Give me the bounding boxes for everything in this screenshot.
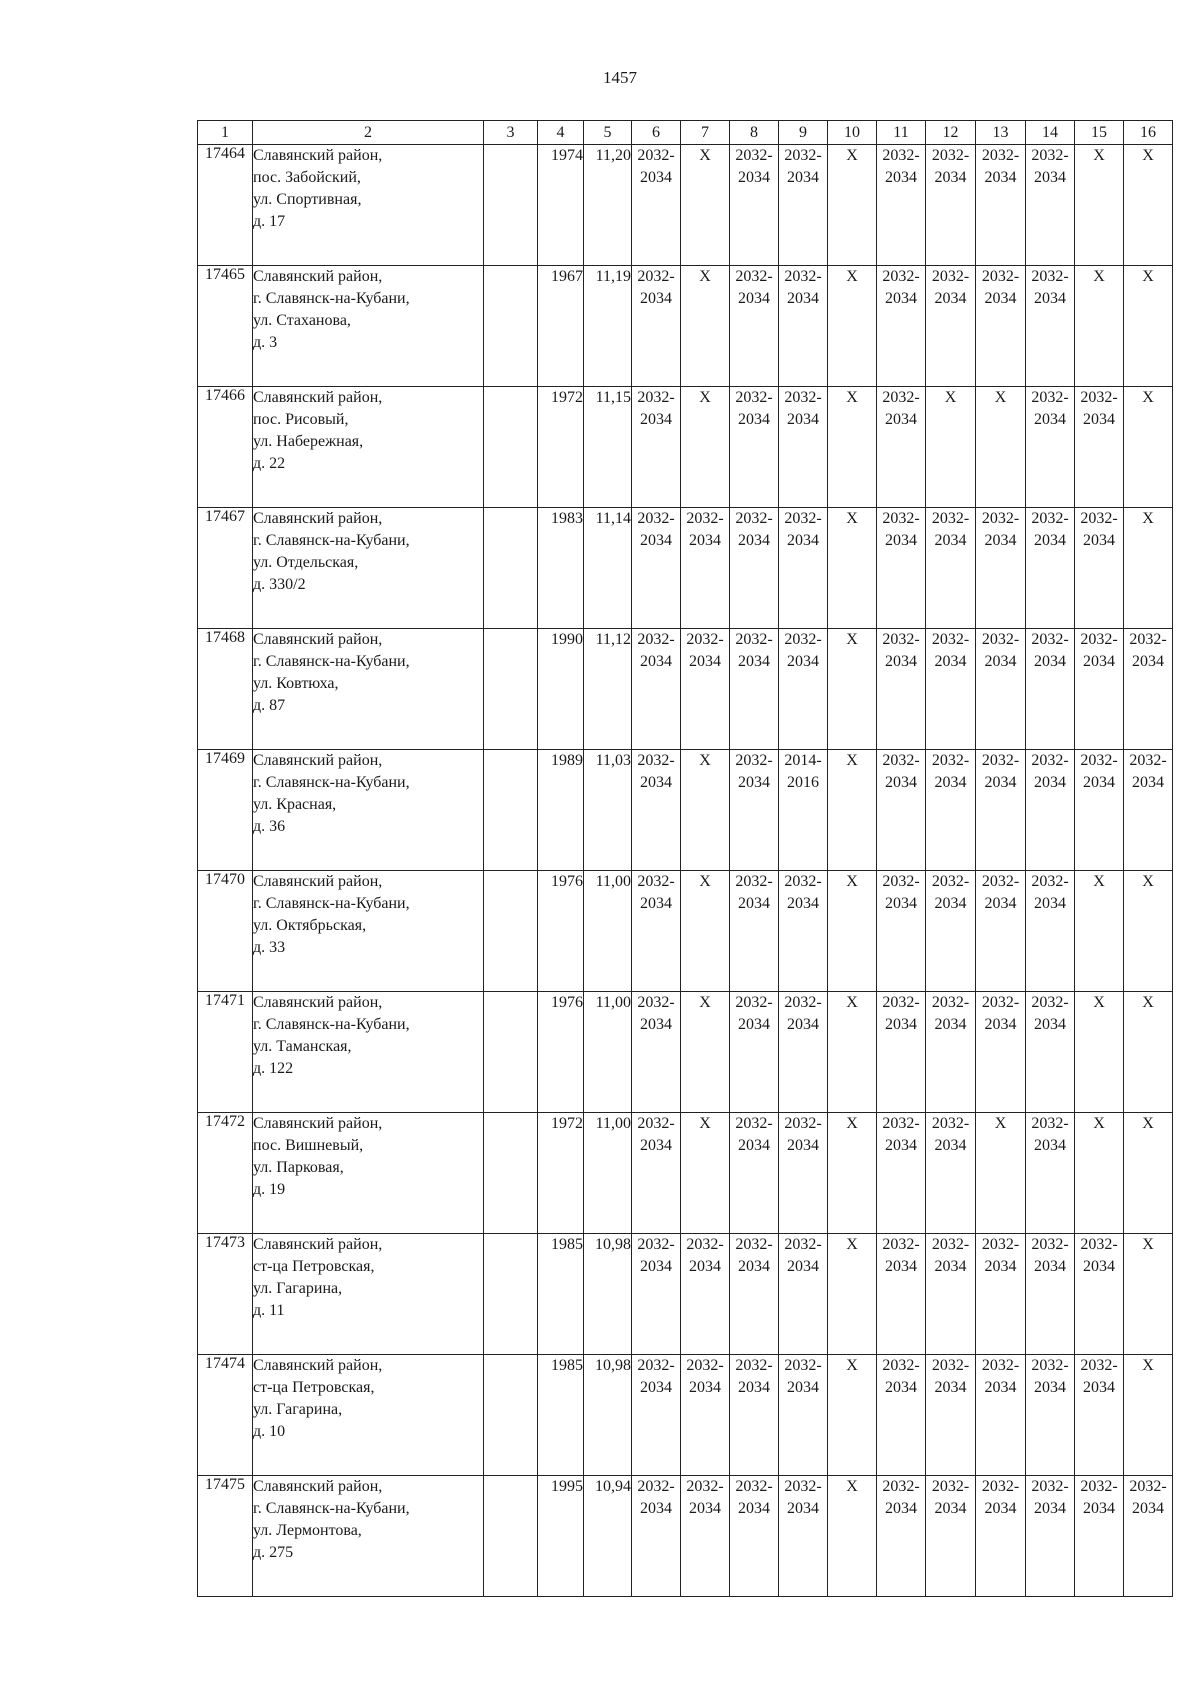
period-cell: 2032- 2034 xyxy=(1026,1476,1075,1597)
period-cell: 2032- 2034 xyxy=(877,1234,926,1355)
period-cell: 2032- 2034 xyxy=(1026,629,1075,750)
table-row xyxy=(198,992,1173,1113)
column-header: 5 xyxy=(584,121,632,145)
period-cell: 2032- 2034 xyxy=(877,508,926,629)
value-cell: 11,00 xyxy=(584,1113,632,1234)
period-cell: 2014- 2016 xyxy=(779,750,828,871)
period-cell: 2032- 2034 xyxy=(1075,508,1124,629)
address-line: Славянский район, xyxy=(253,1357,383,1374)
period-cell: 2032- 2034 xyxy=(681,1476,730,1597)
value-cell: 10,98 xyxy=(584,1355,632,1476)
row-number: 17469 xyxy=(198,750,253,871)
period-cell: Х xyxy=(1124,266,1173,387)
address-line: ул. Парковая, xyxy=(253,1159,344,1176)
period-cell: Х xyxy=(681,266,730,387)
period-cell: 2032- 2034 xyxy=(1124,1476,1173,1597)
row-number: 17475 xyxy=(198,1476,253,1597)
period-cell: 2032- 2034 xyxy=(632,1476,681,1597)
period-cell: Х xyxy=(926,387,976,508)
period-cell: Х xyxy=(681,145,730,266)
period-cell: Х xyxy=(828,750,877,871)
column-header: 10 xyxy=(828,121,877,145)
period-cell: 2032- 2034 xyxy=(1075,1476,1124,1597)
period-cell: 2032- 2034 xyxy=(926,750,976,871)
address-cell xyxy=(253,1234,484,1355)
address-line: Славянский район, xyxy=(253,389,383,406)
period-cell: 2032- 2034 xyxy=(877,1355,926,1476)
header-row xyxy=(198,121,1173,145)
address-line: Славянский район, xyxy=(253,510,383,527)
year-cell: 1983 xyxy=(538,508,584,629)
period-cell: Х xyxy=(1124,1234,1173,1355)
period-cell: 2032- 2034 xyxy=(1026,508,1075,629)
period-cell: 2032- 2034 xyxy=(779,145,828,266)
period-cell: 2032- 2034 xyxy=(976,750,1026,871)
address-line: пос. Вишневый, xyxy=(253,1137,364,1154)
period-cell: 2032- 2034 xyxy=(926,1476,976,1597)
table-row xyxy=(198,1234,1173,1355)
period-cell: 2032- 2034 xyxy=(730,1476,779,1597)
table-row xyxy=(198,629,1173,750)
year-cell: 1974 xyxy=(538,145,584,266)
value-cell: 11,20 xyxy=(584,145,632,266)
period-cell: Х xyxy=(1124,1113,1173,1234)
address-line: ул. Стаханова, xyxy=(253,312,351,329)
period-cell: Х xyxy=(828,1113,877,1234)
address-line: Славянский район, xyxy=(253,752,383,769)
period-cell: Х xyxy=(1075,145,1124,266)
period-cell: 2032- 2034 xyxy=(730,1355,779,1476)
period-cell: 2032- 2034 xyxy=(632,266,681,387)
period-cell: 2032- 2034 xyxy=(779,266,828,387)
period-cell: 2032- 2034 xyxy=(632,992,681,1113)
year-cell: 1995 xyxy=(538,1476,584,1597)
year-cell: 1976 xyxy=(538,871,584,992)
column-header: 7 xyxy=(681,121,730,145)
column-header: 8 xyxy=(730,121,779,145)
row-number: 17473 xyxy=(198,1234,253,1355)
period-cell: 2032- 2034 xyxy=(877,145,926,266)
empty-cell xyxy=(484,1113,538,1234)
address-cell xyxy=(253,508,484,629)
period-cell: 2032- 2034 xyxy=(779,1476,828,1597)
address-line: д. 87 xyxy=(253,697,286,714)
period-cell: 2032- 2034 xyxy=(632,629,681,750)
address-line: д. 11 xyxy=(253,1302,285,1319)
address-line: ул. Набережная, xyxy=(253,433,364,450)
year-cell: 1985 xyxy=(538,1234,584,1355)
value-cell: 11,14 xyxy=(584,508,632,629)
address-line: пос. Забойский, xyxy=(253,169,361,186)
table-row xyxy=(198,508,1173,629)
address-line: д. 275 xyxy=(253,1544,294,1561)
empty-cell xyxy=(484,145,538,266)
address-line: ул. Красная, xyxy=(253,796,337,813)
column-header: 9 xyxy=(779,121,828,145)
address-cell xyxy=(253,1476,484,1597)
address-cell xyxy=(253,266,484,387)
address-line: Славянский район, xyxy=(253,1236,383,1253)
address-line: д. 33 xyxy=(253,939,286,956)
period-cell: 2032- 2034 xyxy=(926,145,976,266)
empty-cell xyxy=(484,992,538,1113)
address-line: д. 3 xyxy=(253,334,278,351)
table-body xyxy=(198,145,1173,1597)
period-cell: 2032- 2034 xyxy=(1026,1234,1075,1355)
period-cell: Х xyxy=(828,1476,877,1597)
address-cell xyxy=(253,387,484,508)
address-line: Славянский район, xyxy=(253,1115,383,1132)
address-line: г. Славянск-на-Кубани, xyxy=(253,532,410,549)
address-line: ул. Отдельская, xyxy=(253,554,359,571)
address-cell xyxy=(253,1113,484,1234)
period-cell: 2032- 2034 xyxy=(730,871,779,992)
period-cell: 2032- 2034 xyxy=(730,508,779,629)
period-cell: 2032- 2034 xyxy=(1026,387,1075,508)
period-cell: 2032- 2034 xyxy=(779,629,828,750)
period-cell: 2032- 2034 xyxy=(730,1113,779,1234)
table-row xyxy=(198,1355,1173,1476)
address-cell xyxy=(253,145,484,266)
period-cell: 2032- 2034 xyxy=(730,145,779,266)
period-cell: Х xyxy=(828,1234,877,1355)
year-cell: 1967 xyxy=(538,266,584,387)
address-line: Славянский район, xyxy=(253,994,383,1011)
period-cell: Х xyxy=(828,992,877,1113)
address-line: г. Славянск-на-Кубани, xyxy=(253,1016,410,1033)
period-cell: 2032- 2034 xyxy=(730,387,779,508)
address-line: Славянский район, xyxy=(253,147,383,164)
value-cell: 11,00 xyxy=(584,871,632,992)
address-line: ул. Лермонтова, xyxy=(253,1522,362,1539)
column-header: 16 xyxy=(1124,121,1173,145)
period-cell: 2032- 2034 xyxy=(1026,145,1075,266)
period-cell: 2032- 2034 xyxy=(632,145,681,266)
column-header: 6 xyxy=(632,121,681,145)
column-header: 13 xyxy=(976,121,1026,145)
value-cell: 11,03 xyxy=(584,750,632,871)
column-header: 2 xyxy=(253,121,484,145)
address-line: ул. Гагарина, xyxy=(253,1280,343,1297)
empty-cell xyxy=(484,1234,538,1355)
year-cell: 1972 xyxy=(538,1113,584,1234)
row-number: 17464 xyxy=(198,145,253,266)
row-number: 17470 xyxy=(198,871,253,992)
address-line: д. 10 xyxy=(253,1423,286,1440)
period-cell: 2032- 2034 xyxy=(1124,750,1173,871)
period-cell: Х xyxy=(1124,387,1173,508)
value-cell: 11,15 xyxy=(584,387,632,508)
period-cell: 2032- 2034 xyxy=(976,629,1026,750)
address-line: г. Славянск-на-Кубани, xyxy=(253,653,410,670)
period-cell: 2032- 2034 xyxy=(877,387,926,508)
table-row xyxy=(198,871,1173,992)
empty-cell xyxy=(484,266,538,387)
row-number: 17471 xyxy=(198,992,253,1113)
period-cell: 2032- 2034 xyxy=(1075,750,1124,871)
period-cell: 2032- 2034 xyxy=(877,992,926,1113)
period-cell: 2032- 2034 xyxy=(730,1234,779,1355)
address-line: д. 330/2 xyxy=(253,576,306,593)
period-cell: 2032- 2034 xyxy=(1075,1234,1124,1355)
period-cell: 2032- 2034 xyxy=(632,1355,681,1476)
year-cell: 1985 xyxy=(538,1355,584,1476)
address-line: г. Славянск-на-Кубани, xyxy=(253,895,410,912)
address-line: г. Славянск-на-Кубани, xyxy=(253,290,410,307)
period-cell: 2032- 2034 xyxy=(779,1355,828,1476)
address-line: ул. Октябрьская, xyxy=(253,917,367,934)
period-cell: 2032- 2034 xyxy=(681,1355,730,1476)
period-cell: Х xyxy=(828,629,877,750)
address-line: ст-ца Петровская, xyxy=(253,1258,375,1275)
period-cell: Х xyxy=(1124,1355,1173,1476)
address-cell xyxy=(253,1355,484,1476)
period-cell: 2032- 2034 xyxy=(976,992,1026,1113)
value-cell: 11,19 xyxy=(584,266,632,387)
address-line: ст-ца Петровская, xyxy=(253,1379,375,1396)
period-cell: 2032- 2034 xyxy=(926,508,976,629)
empty-cell xyxy=(484,387,538,508)
row-number: 17467 xyxy=(198,508,253,629)
address-line: Славянский район, xyxy=(253,631,383,648)
period-cell: Х xyxy=(976,387,1026,508)
page-number: 1457 xyxy=(603,68,637,87)
period-cell: Х xyxy=(828,871,877,992)
period-cell: Х xyxy=(828,1355,877,1476)
period-cell: 2032- 2034 xyxy=(1124,629,1173,750)
period-cell: 2032- 2034 xyxy=(926,266,976,387)
period-cell: Х xyxy=(1124,145,1173,266)
year-cell: 1990 xyxy=(538,629,584,750)
period-cell: 2032- 2034 xyxy=(632,387,681,508)
period-cell: Х xyxy=(1124,992,1173,1113)
period-cell: Х xyxy=(1075,266,1124,387)
period-cell: 2032- 2034 xyxy=(976,508,1026,629)
address-line: пос. Рисовый, xyxy=(253,411,349,428)
registry-table xyxy=(197,120,1173,1597)
period-cell: 2032- 2034 xyxy=(926,1355,976,1476)
year-cell: 1989 xyxy=(538,750,584,871)
period-cell: 2032- 2034 xyxy=(926,992,976,1113)
column-header: 15 xyxy=(1075,121,1124,145)
column-header: 1 xyxy=(198,121,253,145)
period-cell: 2032- 2034 xyxy=(730,750,779,871)
table-row xyxy=(198,145,1173,266)
value-cell: 10,94 xyxy=(584,1476,632,1597)
empty-cell xyxy=(484,871,538,992)
period-cell: 2032- 2034 xyxy=(779,992,828,1113)
period-cell: 2032- 2034 xyxy=(681,629,730,750)
period-cell: 2032- 2034 xyxy=(1026,750,1075,871)
empty-cell xyxy=(484,629,538,750)
period-cell: 2032- 2034 xyxy=(632,1234,681,1355)
address-line: д. 122 xyxy=(253,1060,294,1077)
row-number: 17474 xyxy=(198,1355,253,1476)
column-header: 11 xyxy=(877,121,926,145)
column-header: 14 xyxy=(1026,121,1075,145)
period-cell: 2032- 2034 xyxy=(976,1355,1026,1476)
period-cell: 2032- 2034 xyxy=(976,1476,1026,1597)
period-cell: 2032- 2034 xyxy=(779,508,828,629)
period-cell: Х xyxy=(828,145,877,266)
period-cell: 2032- 2034 xyxy=(681,1234,730,1355)
period-cell: 2032- 2034 xyxy=(1026,1355,1075,1476)
row-number: 17472 xyxy=(198,1113,253,1234)
period-cell: 2032- 2034 xyxy=(1075,1355,1124,1476)
period-cell: Х xyxy=(828,508,877,629)
address-cell xyxy=(253,992,484,1113)
empty-cell xyxy=(484,1476,538,1597)
period-cell: Х xyxy=(681,387,730,508)
period-cell: 2032- 2034 xyxy=(632,871,681,992)
period-cell: 2032- 2034 xyxy=(779,1113,828,1234)
period-cell: 2032- 2034 xyxy=(1075,387,1124,508)
period-cell: Х xyxy=(976,1113,1026,1234)
period-cell: Х xyxy=(1124,871,1173,992)
address-line: Славянский район, xyxy=(253,1478,383,1495)
address-line: д. 19 xyxy=(253,1181,286,1198)
period-cell: 2032- 2034 xyxy=(779,387,828,508)
year-cell: 1976 xyxy=(538,992,584,1113)
period-cell: 2032- 2034 xyxy=(1026,1113,1075,1234)
address-cell xyxy=(253,750,484,871)
address-cell xyxy=(253,629,484,750)
address-cell xyxy=(253,871,484,992)
address-line: д. 36 xyxy=(253,818,286,835)
column-header: 4 xyxy=(538,121,584,145)
period-cell: 2032- 2034 xyxy=(877,1476,926,1597)
period-cell: 2032- 2034 xyxy=(976,145,1026,266)
period-cell: 2032- 2034 xyxy=(926,629,976,750)
row-number: 17466 xyxy=(198,387,253,508)
address-line: Славянский район, xyxy=(253,873,383,890)
empty-cell xyxy=(484,1355,538,1476)
address-line: Славянский район, xyxy=(253,268,383,285)
column-header: 12 xyxy=(926,121,976,145)
row-number: 17468 xyxy=(198,629,253,750)
address-line: д. 17 xyxy=(253,213,286,230)
address-line: ул. Спортивная, xyxy=(253,191,362,208)
period-cell: 2032- 2034 xyxy=(730,992,779,1113)
table-row xyxy=(198,750,1173,871)
table-row xyxy=(198,387,1173,508)
period-cell: Х xyxy=(828,387,877,508)
period-cell: 2032- 2034 xyxy=(632,750,681,871)
row-number: 17465 xyxy=(198,266,253,387)
period-cell: 2032- 2034 xyxy=(1026,871,1075,992)
address-line: ул. Гагарина, xyxy=(253,1401,343,1418)
period-cell: 2032- 2034 xyxy=(926,1113,976,1234)
value-cell: 11,00 xyxy=(584,992,632,1113)
address-line: д. 22 xyxy=(253,455,286,472)
period-cell: Х xyxy=(681,750,730,871)
period-cell: 2032- 2034 xyxy=(730,629,779,750)
period-cell: 2032- 2034 xyxy=(1026,992,1075,1113)
period-cell: 2032- 2034 xyxy=(877,266,926,387)
period-cell: Х xyxy=(681,992,730,1113)
period-cell: 2032- 2034 xyxy=(632,508,681,629)
period-cell: 2032- 2034 xyxy=(926,1234,976,1355)
period-cell: 2032- 2034 xyxy=(976,871,1026,992)
period-cell: 2032- 2034 xyxy=(877,1113,926,1234)
empty-cell xyxy=(484,508,538,629)
period-cell: Х xyxy=(1075,1113,1124,1234)
value-cell: 11,12 xyxy=(584,629,632,750)
period-cell: 2032- 2034 xyxy=(779,871,828,992)
period-cell: 2032- 2034 xyxy=(976,266,1026,387)
period-cell: 2032- 2034 xyxy=(779,1234,828,1355)
period-cell: 2032- 2034 xyxy=(730,266,779,387)
empty-cell xyxy=(484,750,538,871)
table-row xyxy=(198,266,1173,387)
period-cell: Х xyxy=(1075,992,1124,1113)
table-row xyxy=(198,1476,1173,1597)
period-cell: 2032- 2034 xyxy=(877,750,926,871)
value-cell: 10,98 xyxy=(584,1234,632,1355)
table-row xyxy=(198,1113,1173,1234)
address-line: ул. Ковтюха, xyxy=(253,675,339,692)
period-cell: 2032- 2034 xyxy=(1026,266,1075,387)
year-cell: 1972 xyxy=(538,387,584,508)
period-cell: 2032- 2034 xyxy=(632,1113,681,1234)
address-line: ул. Таманская, xyxy=(253,1038,352,1055)
period-cell: 2032- 2034 xyxy=(877,629,926,750)
period-cell: Х xyxy=(681,1113,730,1234)
column-header: 3 xyxy=(484,121,538,145)
period-cell: 2032- 2034 xyxy=(976,1234,1026,1355)
address-line: г. Славянск-на-Кубани, xyxy=(253,774,410,791)
period-cell: 2032- 2034 xyxy=(681,508,730,629)
address-line: г. Славянск-на-Кубани, xyxy=(253,1500,410,1517)
period-cell: Х xyxy=(1075,871,1124,992)
period-cell: Х xyxy=(828,266,877,387)
period-cell: Х xyxy=(1124,508,1173,629)
period-cell: 2032- 2034 xyxy=(877,871,926,992)
period-cell: 2032- 2034 xyxy=(926,871,976,992)
period-cell: Х xyxy=(681,871,730,992)
period-cell: 2032- 2034 xyxy=(1075,629,1124,750)
